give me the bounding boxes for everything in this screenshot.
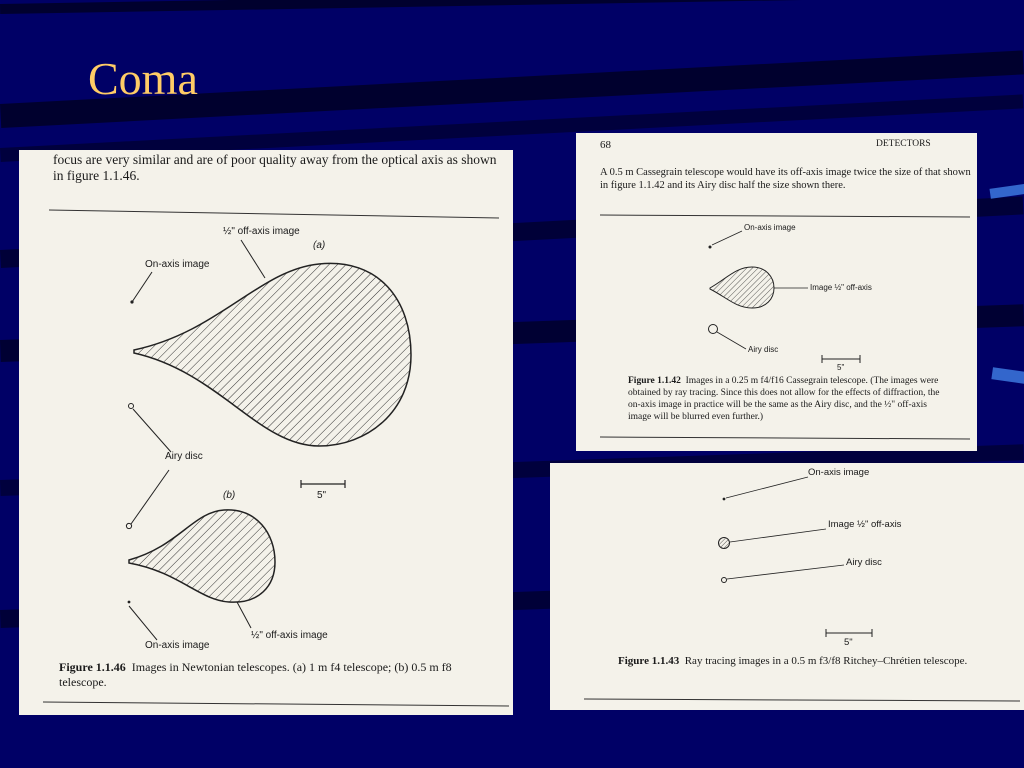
leader-line [132,272,152,302]
scan-figure-1-1-46 [19,150,513,715]
caption-text: Ray tracing images in a 0.5 m f3/f8 Ritchey–Chrétien telescope. [684,655,968,667]
scale-bar-label: 5" [844,637,853,648]
leader-line [237,602,251,628]
coma-image-a [134,263,411,446]
label-airy-disc: Airy disc [846,557,882,568]
coma-image [719,538,730,549]
background-band [0,0,1024,14]
onaxis-dot [709,246,712,249]
airy-disc-b [126,523,131,528]
caption-text: Images in Newtonian telescopes. (a) 1 m f4 telescope; (b) 0.5 m f8 telescope. [59,660,452,689]
scale-bar-label: 5" [837,363,845,372]
slide-title: Coma [88,53,198,104]
leader-line [241,240,265,278]
onaxis-dot-b [128,601,131,604]
label-a: (a) [313,240,326,251]
leader-line [712,231,742,245]
label-onaxis: On-axis image [808,467,870,478]
figure-caption [618,655,1014,669]
label-b: (b) [223,490,236,501]
label-onaxis-b: On-axis image [145,640,210,651]
leader-line [129,606,157,640]
accent-stripe [991,367,1024,384]
onaxis-dot [723,498,726,501]
rule-bottom [600,437,970,439]
rule-bottom [584,699,1020,701]
label-offaxis: Image ½" off-axis [828,519,902,530]
rule-bottom [43,702,509,706]
leader-line [727,565,844,579]
airy-disc-a [129,404,134,409]
leader-line [730,529,826,542]
airy-disc [722,578,727,583]
label-offaxis: Image ½" off-axis [810,283,872,292]
scan-top-text: focus are very similar and are of poor quality away from the optical axis as shown in figure 1.1.46. [53,152,497,184]
figure-caption [628,376,948,424]
leader-line [131,470,169,524]
label-airy-disc: Airy disc [165,451,203,462]
page-number: 68 [600,139,611,151]
label-half-offaxis-b: ½" off-axis image [251,630,328,641]
caption-text: Images in a 0.25 m f4/f16 Cassegrain telescope. (The images were obtained by ray tracing. Since this does not allow for the effects of diffraction, the on-axis image in practice will be the same as the Airy disc, and the ½" off-axis image will be blurred even further.) [628,376,940,422]
leader-line [726,477,808,498]
scan-figure-1-1-42 [576,133,977,451]
coma-image [710,267,774,308]
leader-line [717,332,746,349]
label-onaxis: On-axis image [744,223,796,232]
label-half-offaxis-a: ½" off-axis image [223,226,300,237]
running-head: DETECTORS [876,139,931,149]
label-airy-disc: Airy disc [748,345,779,354]
rule-top [600,215,970,217]
intro-text: A 0.5 m Cassegrain telescope would have its off-axis image twice the size of that shown in figure 1.1.42 and its Airy disc half the size shown there. [600,167,971,191]
rule-top [49,210,499,218]
leader-line [133,409,171,452]
scale-bar-label: 5" [317,490,327,501]
coma-image-b [129,510,275,602]
caption-number: Figure 1.1.46 [59,660,126,674]
figure-caption [59,660,469,690]
label-onaxis-a: On-axis image [145,259,210,270]
caption-number: Figure 1.1.43 [618,655,680,667]
coma-diagram-ritchey-chretien [550,463,1024,710]
caption-number: Figure 1.1.42 [628,376,681,386]
airy-disc [709,325,718,334]
scan-figure-1-1-43 [550,463,1024,710]
